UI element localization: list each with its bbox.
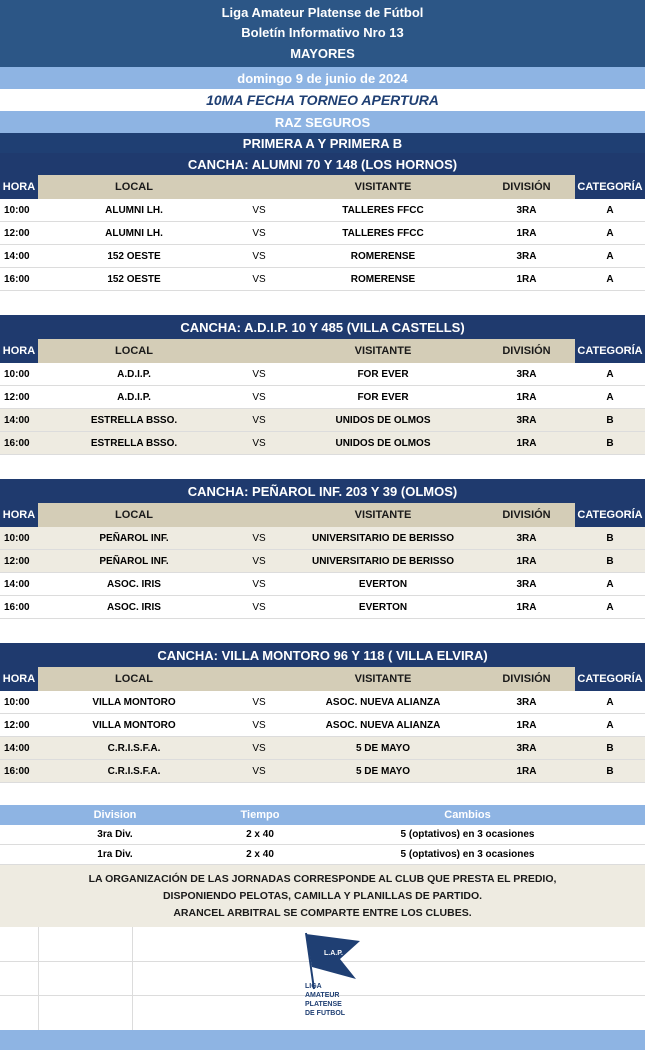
match-category: A xyxy=(575,573,645,596)
match-division: 3RA xyxy=(478,245,575,268)
rules-table xyxy=(0,805,645,865)
match-vs: VS xyxy=(230,691,288,714)
match-vs: VS xyxy=(230,432,288,455)
column-header-visitante: VISITANTE xyxy=(288,503,478,527)
match-visitor-team: UNIVERSITARIO DE BERISSO xyxy=(288,550,478,573)
match-vs: VS xyxy=(230,268,288,291)
match-table xyxy=(0,339,645,455)
match-row xyxy=(0,737,645,760)
column-header-row xyxy=(0,503,645,527)
league-name: Liga Amateur Platense de Fútbol xyxy=(221,5,424,21)
match-visitor-team: UNIDOS DE OLMOS xyxy=(288,409,478,432)
match-division: 3RA xyxy=(478,409,575,432)
rules-header-row xyxy=(0,805,645,825)
match-visitor-team: FOR EVER xyxy=(288,363,478,386)
rules-cambios: 5 (optativos) en 3 ocasiones xyxy=(290,845,645,865)
venue-title: CANCHA: ALUMNI 70 Y 148 (LOS HORNOS) xyxy=(0,153,645,175)
match-local-team: ASOC. IRIS xyxy=(38,596,230,619)
category-title: MAYORES xyxy=(290,45,355,61)
column-header-categoria: CATEGORÍA xyxy=(575,667,645,691)
logo-line: LIGA xyxy=(305,983,322,990)
match-category: B xyxy=(575,550,645,573)
rules-header-cambios: Cambios xyxy=(290,805,645,825)
match-row xyxy=(0,527,645,550)
venue-title: CANCHA: VILLA MONTORO 96 Y 118 ( VILLA ELVIRA) xyxy=(0,643,645,667)
match-vs: VS xyxy=(230,363,288,386)
match-vs: VS xyxy=(230,760,288,783)
column-header-hora: HORA xyxy=(0,175,38,199)
footer-spacer xyxy=(0,783,645,805)
match-visitor-team: TALLERES FFCC xyxy=(288,199,478,222)
division-bar: PRIMERA A Y PRIMERA B xyxy=(0,133,645,153)
column-header-row xyxy=(0,175,645,199)
column-header-division: DIVISIÓN xyxy=(478,667,575,691)
match-visitor-team: ROMERENSE xyxy=(288,268,478,291)
match-row xyxy=(0,760,645,783)
match-row xyxy=(0,268,645,291)
match-visitor-team: UNIDOS DE OLMOS xyxy=(288,432,478,455)
league-header xyxy=(0,0,645,67)
match-local-team: 152 OESTE xyxy=(38,268,230,291)
match-division: 1RA xyxy=(478,268,575,291)
column-header-division: DIVISIÓN xyxy=(478,175,575,199)
match-time: 14:00 xyxy=(0,573,38,596)
column-header-local: LOCAL xyxy=(38,339,230,363)
match-visitor-team: 5 DE MAYO xyxy=(288,760,478,783)
match-row xyxy=(0,596,645,619)
column-header-vs xyxy=(230,175,288,199)
match-row xyxy=(0,222,645,245)
column-header-categoria: CATEGORÍA xyxy=(575,503,645,527)
match-local-team: VILLA MONTORO xyxy=(38,691,230,714)
match-local-team: A.D.I.P. xyxy=(38,363,230,386)
match-division: 1RA xyxy=(478,432,575,455)
rules-division: 3ra Div. xyxy=(0,825,230,845)
match-vs: VS xyxy=(230,550,288,573)
venue-title: CANCHA: A.D.I.P. 10 Y 485 (VILLA CASTELLS) xyxy=(0,315,645,339)
logo-line: DE FUTBOL xyxy=(305,1010,346,1017)
match-local-team: ESTRELLA BSSO. xyxy=(38,409,230,432)
section-spacer xyxy=(0,291,645,315)
match-visitor-team: 5 DE MAYO xyxy=(288,737,478,760)
match-category: B xyxy=(575,409,645,432)
match-local-team: A.D.I.P. xyxy=(38,386,230,409)
column-header-local: LOCAL xyxy=(38,175,230,199)
rules-cambios: 5 (optativos) en 3 ocasiones xyxy=(290,825,645,845)
match-time: 12:00 xyxy=(0,222,38,245)
match-row xyxy=(0,550,645,573)
match-category: A xyxy=(575,199,645,222)
match-category: B xyxy=(575,737,645,760)
section-spacer xyxy=(0,619,645,643)
match-category: A xyxy=(575,245,645,268)
match-category: A xyxy=(575,222,645,245)
match-row xyxy=(0,245,645,268)
column-header-vs xyxy=(230,667,288,691)
match-vs: VS xyxy=(230,527,288,550)
match-time: 16:00 xyxy=(0,268,38,291)
match-local-team: PEÑAROL INF. xyxy=(38,527,230,550)
match-division: 1RA xyxy=(478,714,575,737)
match-division: 1RA xyxy=(478,222,575,245)
match-table xyxy=(0,503,645,619)
bottom-bar xyxy=(0,1030,645,1050)
match-category: A xyxy=(575,386,645,409)
match-local-team: C.R.I.S.F.A. xyxy=(38,760,230,783)
match-time: 16:00 xyxy=(0,596,38,619)
match-division: 3RA xyxy=(478,527,575,550)
match-vs: VS xyxy=(230,737,288,760)
match-division: 3RA xyxy=(478,737,575,760)
date-bar: domingo 9 de junio de 2024 xyxy=(0,67,645,89)
match-division: 3RA xyxy=(478,363,575,386)
rules-header-tiempo: Tiempo xyxy=(230,805,290,825)
match-time: 14:00 xyxy=(0,245,38,268)
match-visitor-team: FOR EVER xyxy=(288,386,478,409)
match-time: 10:00 xyxy=(0,199,38,222)
match-vs: VS xyxy=(230,386,288,409)
column-header-categoria: CATEGORÍA xyxy=(575,175,645,199)
rules-tiempo: 2 x 40 xyxy=(230,825,290,845)
rules-division: 1ra Div. xyxy=(0,845,230,865)
match-visitor-team: TALLERES FFCC xyxy=(288,222,478,245)
match-vs: VS xyxy=(230,222,288,245)
match-time: 14:00 xyxy=(0,737,38,760)
venue-title: CANCHA: PEÑAROL INF. 203 Y 39 (OLMOS) xyxy=(0,479,645,503)
column-header-vs xyxy=(230,339,288,363)
column-header-visitante: VISITANTE xyxy=(288,339,478,363)
rules-row xyxy=(0,825,645,845)
column-header-local: LOCAL xyxy=(38,503,230,527)
match-category: B xyxy=(575,432,645,455)
match-category: A xyxy=(575,268,645,291)
match-row xyxy=(0,199,645,222)
logo-area xyxy=(0,927,645,1030)
flag-text: L.A.P. xyxy=(324,950,343,957)
match-vs: VS xyxy=(230,199,288,222)
match-time: 16:00 xyxy=(0,432,38,455)
match-category: A xyxy=(575,691,645,714)
column-header-hora: HORA xyxy=(0,667,38,691)
round-title: 10MA FECHA TORNEO APERTURA xyxy=(0,89,645,111)
match-division: 1RA xyxy=(478,596,575,619)
section-spacer xyxy=(0,455,645,479)
column-header-row xyxy=(0,667,645,691)
match-visitor-team: ROMERENSE xyxy=(288,245,478,268)
match-category: B xyxy=(575,527,645,550)
logo-line: AMATEUR xyxy=(305,992,340,999)
column-header-vs xyxy=(230,503,288,527)
match-visitor-team: EVERTON xyxy=(288,573,478,596)
match-time: 10:00 xyxy=(0,691,38,714)
bulletin-number: Boletín Informativo Nro 13 xyxy=(241,25,404,41)
match-time: 12:00 xyxy=(0,386,38,409)
column-header-categoria: CATEGORÍA xyxy=(575,339,645,363)
match-row xyxy=(0,432,645,455)
match-row xyxy=(0,363,645,386)
column-header-division: DIVISIÓN xyxy=(478,339,575,363)
match-division: 3RA xyxy=(478,691,575,714)
match-category: A xyxy=(575,363,645,386)
match-time: 10:00 xyxy=(0,363,38,386)
match-visitor-team: EVERTON xyxy=(288,596,478,619)
note-line: ARANCEL ARBITRAL SE COMPARTE ENTRE LOS CLUBES. xyxy=(173,906,472,919)
match-local-team: ASOC. IRIS xyxy=(38,573,230,596)
match-vs: VS xyxy=(230,596,288,619)
match-local-team: VILLA MONTORO xyxy=(38,714,230,737)
match-local-team: ALUMNI LH. xyxy=(38,199,230,222)
rules-tiempo: 2 x 40 xyxy=(230,845,290,865)
match-row xyxy=(0,573,645,596)
match-local-team: PEÑAROL INF. xyxy=(38,550,230,573)
column-header-visitante: VISITANTE xyxy=(288,175,478,199)
match-vs: VS xyxy=(230,245,288,268)
column-header-hora: HORA xyxy=(0,503,38,527)
match-vs: VS xyxy=(230,573,288,596)
match-category: A xyxy=(575,596,645,619)
column-header-division: DIVISIÓN xyxy=(478,503,575,527)
sponsor-bar: RAZ SEGUROS xyxy=(0,111,645,133)
match-time: 12:00 xyxy=(0,550,38,573)
rules-header-division: Division xyxy=(0,805,230,825)
match-local-team: ALUMNI LH. xyxy=(38,222,230,245)
column-header-local: LOCAL xyxy=(38,667,230,691)
match-time: 16:00 xyxy=(0,760,38,783)
flag-icon xyxy=(300,931,370,991)
match-row xyxy=(0,409,645,432)
match-local-team: C.R.I.S.F.A. xyxy=(38,737,230,760)
column-header-row xyxy=(0,339,645,363)
logo-line: PLATENSE xyxy=(305,1001,342,1008)
match-row xyxy=(0,386,645,409)
match-visitor-team: ASOC. NUEVA ALIANZA xyxy=(288,691,478,714)
match-division: 1RA xyxy=(478,760,575,783)
column-header-hora: HORA xyxy=(0,339,38,363)
match-time: 10:00 xyxy=(0,527,38,550)
match-division: 1RA xyxy=(478,550,575,573)
match-visitor-team: UNIVERSITARIO DE BERISSO xyxy=(288,527,478,550)
match-visitor-team: ASOC. NUEVA ALIANZA xyxy=(288,714,478,737)
match-vs: VS xyxy=(230,714,288,737)
match-division: 3RA xyxy=(478,199,575,222)
league-logo xyxy=(300,931,370,1029)
note-line: LA ORGANIZACIÓN DE LAS JORNADAS CORRESPONDE AL CLUB QUE PRESTA EL PREDIO, xyxy=(88,872,557,885)
match-category: B xyxy=(575,760,645,783)
match-local-team: ESTRELLA BSSO. xyxy=(38,432,230,455)
match-table xyxy=(0,667,645,783)
match-time: 14:00 xyxy=(0,409,38,432)
organization-note xyxy=(0,865,645,927)
match-vs: VS xyxy=(230,409,288,432)
rules-row xyxy=(0,845,645,865)
match-division: 1RA xyxy=(478,386,575,409)
match-row xyxy=(0,714,645,737)
match-row xyxy=(0,691,645,714)
match-local-team: 152 OESTE xyxy=(38,245,230,268)
note-line: DISPONIENDO PELOTAS, CAMILLA Y PLANILLAS DE PARTIDO. xyxy=(162,889,483,902)
match-category: A xyxy=(575,714,645,737)
match-division: 3RA xyxy=(478,573,575,596)
match-time: 12:00 xyxy=(0,714,38,737)
column-header-visitante: VISITANTE xyxy=(288,667,478,691)
match-table xyxy=(0,175,645,291)
venues-container xyxy=(0,153,645,783)
